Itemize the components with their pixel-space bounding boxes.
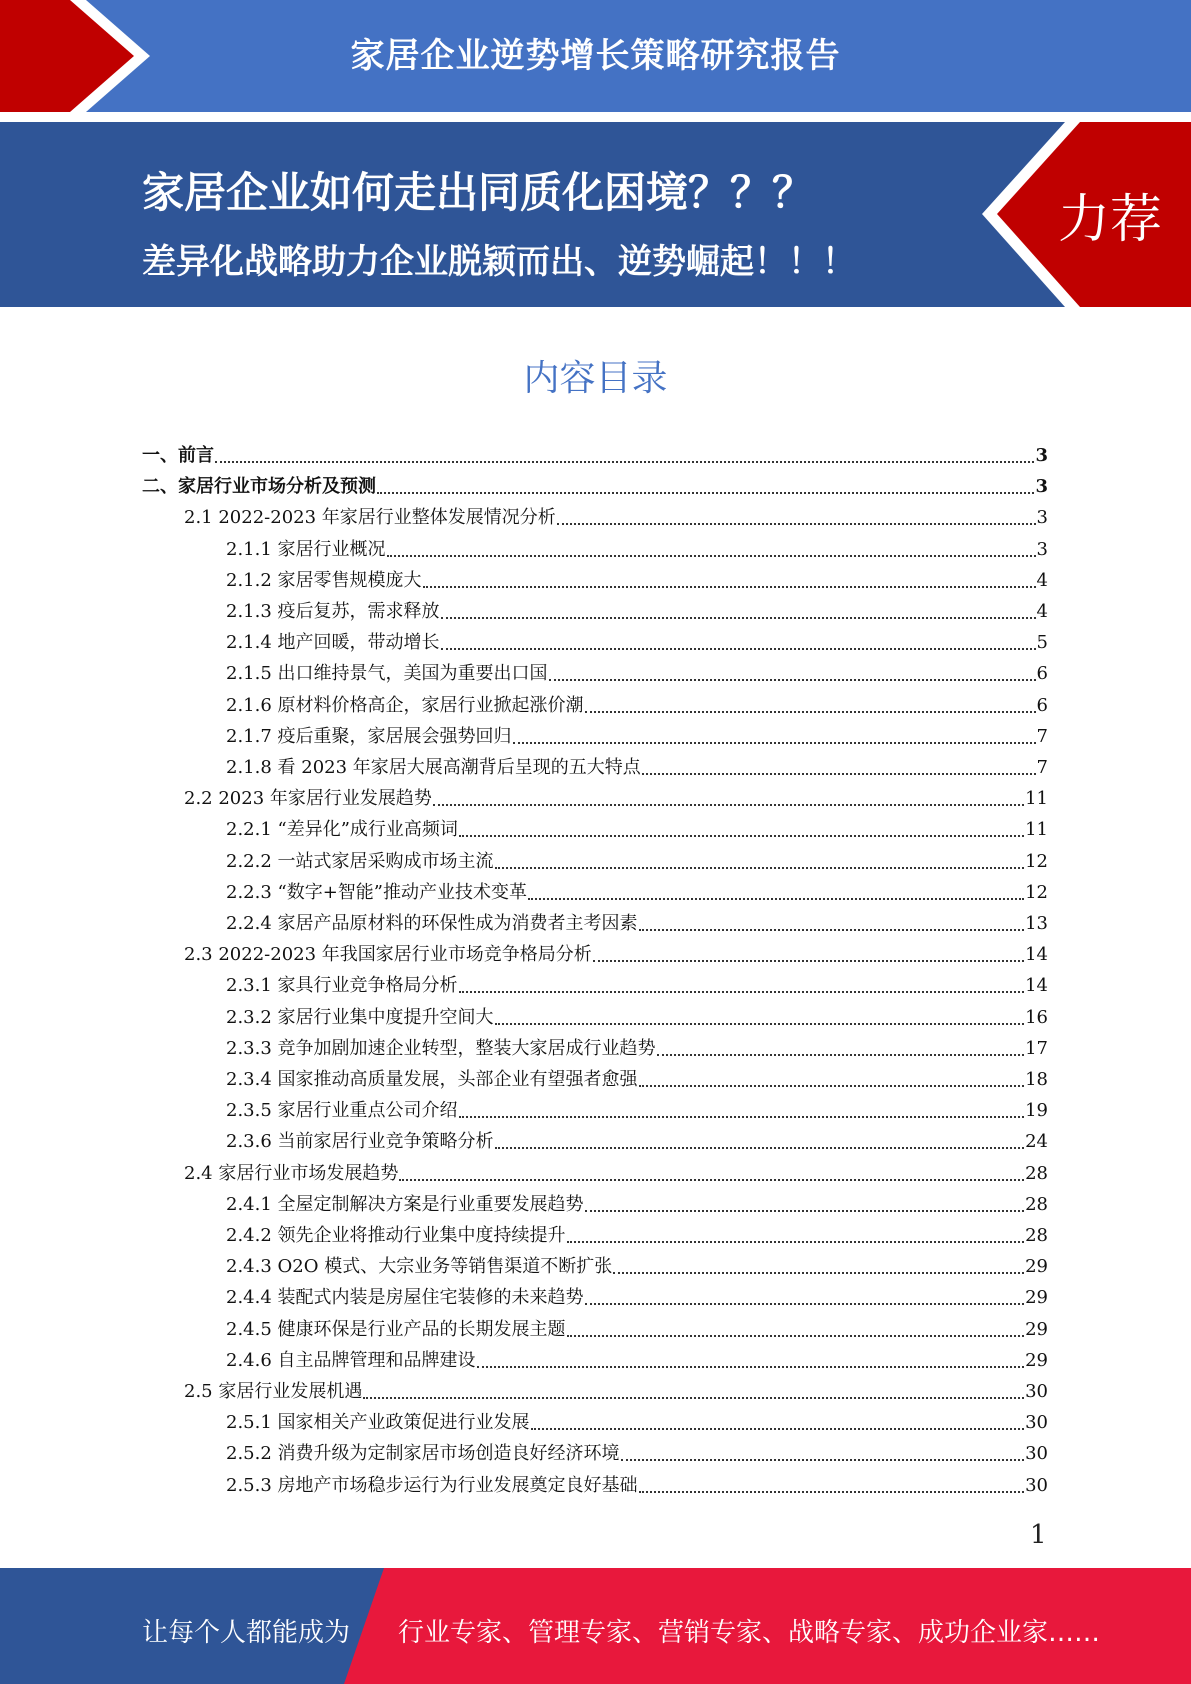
toc-entry[interactable]	[226, 842, 1048, 873]
toc-entry-label: 2.5.3 房地产市场稳步运行为行业发展奠定良好基础	[226, 1474, 638, 1496]
toc-entry-page: 11	[1025, 819, 1048, 841]
toc-dot-leader	[639, 1491, 1025, 1493]
toc-entry-label: 2.1.3 疫后复苏，需求释放	[226, 601, 440, 622]
toc-entry-label: 2.1.6 原材料价格高企，家居行业掀起涨价潮	[226, 694, 584, 716]
toc-entry[interactable]	[226, 1310, 1048, 1341]
toc-entry-page: 7	[1036, 725, 1048, 747]
toc-entry-label: 2.1.1 家居行业概况	[226, 538, 386, 560]
toc-dot-leader	[639, 929, 1025, 931]
toc-entry-page: 6	[1036, 663, 1048, 685]
hero-subheadline: 差异化战略助力企业脱颖而出、逆势崛起！！！	[142, 242, 856, 282]
toc-entry[interactable]	[184, 1372, 1048, 1403]
toc-dot-leader	[387, 555, 1036, 557]
toc-entry[interactable]	[226, 1403, 1048, 1434]
toc-entry-label: 2.3.2 家居行业集中度提升空间大	[226, 1006, 494, 1028]
toc-entry[interactable]	[142, 436, 1048, 467]
toc-entry-label: 2.1 2022-2023 年家居行业整体发展情况分析	[184, 507, 556, 529]
toc-dot-leader	[477, 1366, 1025, 1368]
toc-dot-leader	[621, 1459, 1025, 1461]
toc-entry[interactable]	[184, 779, 1048, 810]
toc-dot-leader	[613, 1272, 1024, 1274]
toc-entry-label: 2.3.1 家具行业竞争格局分析	[226, 975, 458, 997]
toc-entry-page: 3	[1036, 538, 1048, 560]
toc-dot-leader	[549, 679, 1036, 681]
toc-entry[interactable]	[226, 1341, 1048, 1372]
toc-entry[interactable]	[184, 935, 1048, 966]
toc-entry[interactable]	[226, 966, 1048, 997]
toc-entry-page: 30	[1025, 1443, 1048, 1465]
toc-entry-label: 2.4.1 全屋定制解决方案是行业重要发展趋势	[226, 1193, 584, 1215]
toc-entry-label: 2.3.3 竞争加剧加速企业转型，整装大家居成行业趋势	[226, 1037, 656, 1059]
toc-entry[interactable]	[226, 561, 1048, 592]
toc-entry[interactable]	[226, 530, 1048, 561]
toc-entry-page: 12	[1025, 850, 1048, 872]
toc-entry-label: 2.3.6 当前家居行业竞争策略分析	[226, 1131, 494, 1153]
toc-entry-page: 18	[1025, 1069, 1048, 1090]
toc-entry-page: 14	[1025, 944, 1048, 966]
toc-entry[interactable]	[226, 717, 1048, 748]
toc-dot-leader	[593, 960, 1024, 962]
toc-entry-label: 2.4.2 领先企业将推动行业集中度持续提升	[226, 1225, 566, 1246]
toc-entry-label: 2.2.1 “差异化”成行业高频词	[226, 819, 458, 841]
hero-headline: 家居企业如何走出同质化困境？？？	[142, 168, 815, 217]
toc-dot-leader	[531, 1428, 1025, 1430]
hero-banner	[0, 122, 1191, 307]
toc-entry-label: 2.1.4 地产回暖，带动增长	[226, 632, 440, 654]
toc-entry-label: 2.2.2 一站式家居采购成市场主流	[226, 850, 494, 872]
toc-entry[interactable]	[226, 1466, 1048, 1497]
toc-entry-page: 28	[1025, 1162, 1048, 1184]
recommend-badge: 力荐	[1058, 190, 1163, 250]
toc-entry-label: 2.3.4 国家推动高质量发展，头部企业有望强者愈强	[226, 1069, 638, 1090]
toc-dot-leader	[459, 1116, 1025, 1118]
toc-dot-leader	[567, 1241, 1025, 1243]
toc-dot-leader	[585, 711, 1036, 713]
toc-entry-page: 29	[1025, 1349, 1048, 1371]
toc-entry[interactable]	[226, 1247, 1048, 1278]
toc-entry-page: 30	[1025, 1412, 1048, 1434]
toc-entry[interactable]	[226, 873, 1048, 904]
toc-dot-leader	[495, 1023, 1025, 1025]
toc-entry-page: 4	[1036, 569, 1048, 591]
toc-entry-page: 16	[1025, 1006, 1048, 1028]
footer-banner	[0, 1568, 1191, 1684]
toc-dot-leader	[433, 804, 1024, 806]
toc-entry-label: 2.4.3 O2O 模式、大宗业务等销售渠道不断扩张	[226, 1256, 613, 1278]
toc-entry-page: 30	[1025, 1381, 1048, 1402]
toc-entry-page: 6	[1036, 694, 1048, 716]
toc-dot-leader	[459, 991, 1025, 993]
toc-entry-page: 17	[1025, 1037, 1048, 1059]
toc-dot-leader	[585, 1210, 1025, 1212]
toc-entry-page: 13	[1025, 913, 1048, 934]
toc-entry-page: 24	[1025, 1131, 1048, 1153]
footer-slogan-right: 行业专家、管理专家、营销专家、战略专家、成功企业家……	[398, 1618, 1101, 1648]
toc-entry[interactable]	[226, 904, 1048, 935]
toc-entry-page: 4	[1036, 601, 1048, 622]
toc-entry-label: 2.2.3 “数字+智能”推动产业技术变革	[226, 881, 528, 903]
toc-entry-label: 2.1.5 出口维持景气，美国为重要出口国	[226, 663, 548, 685]
toc-entry[interactable]	[226, 810, 1048, 841]
toc-entry-page: 29	[1025, 1256, 1048, 1278]
toc-entry[interactable]	[226, 623, 1048, 654]
toc-dot-leader	[459, 835, 1024, 837]
toc-entry-page: 7	[1036, 757, 1048, 778]
toc-dot-leader	[377, 492, 1034, 494]
toc-entry-label: 一、前言	[142, 445, 214, 466]
toc-entry-label: 2.2.4 家居产品原材料的环保性成为消费者主考因素	[226, 913, 638, 934]
report-title: 家居企业逆势增长策略研究报告	[350, 36, 841, 76]
toc-entry-page: 11	[1025, 788, 1048, 810]
toc-entry-label: 2.3 2022-2023 年我国家居行业市场竞争格局分析	[184, 944, 592, 966]
toc-entry[interactable]	[226, 1060, 1048, 1091]
toc-entry-label: 2.5.1 国家相关产业政策促进行业发展	[226, 1412, 530, 1434]
toc-entry-page: 3	[1035, 476, 1048, 498]
toc-entry-label: 2.1.7 疫后重聚，家居展会强势回归	[226, 725, 512, 747]
toc-entry-label: 2.4.5 健康环保是行业产品的长期发展主题	[226, 1318, 566, 1340]
toc-entry[interactable]	[226, 1216, 1048, 1247]
toc-entry-label: 2.5.2 消费升级为定制家居市场创造良好经济环境	[226, 1443, 620, 1465]
toc-dot-leader	[513, 742, 1036, 744]
toc-entry-page: 12	[1025, 881, 1048, 903]
toc-entry[interactable]	[184, 1154, 1048, 1185]
toc-entry-label: 二、家居行业市场分析及预测	[142, 476, 376, 498]
toc-entry-page: 28	[1025, 1225, 1048, 1246]
toc-entry[interactable]	[226, 1122, 1048, 1153]
toc-dot-leader	[657, 1054, 1025, 1056]
top-banner	[0, 0, 1191, 112]
toc-entry-page: 29	[1025, 1287, 1048, 1309]
toc-entry[interactable]	[226, 592, 1048, 623]
footer-slogan-left: 让每个人都能成为	[142, 1618, 351, 1648]
toc-entry-label: 2.4.4 装配式内装是房屋住宅装修的未来趋势	[226, 1287, 584, 1309]
toc-dot-leader	[639, 1085, 1025, 1087]
toc-dot-leader	[423, 586, 1036, 588]
toc-entry-page: 3	[1035, 445, 1048, 466]
toc-dot-leader	[363, 1397, 1024, 1399]
toc-entry-label: 2.1.8 看 2023 年家居大展高潮背后呈现的五大特点	[226, 757, 641, 778]
toc-dot-leader	[441, 648, 1036, 650]
page-number: 1	[1030, 1520, 1047, 1550]
toc-entry-page: 19	[1025, 1100, 1048, 1122]
toc-dot-leader	[642, 773, 1036, 775]
toc-entry[interactable]	[226, 998, 1048, 1029]
toc-entry-label: 2.4.6 自主品牌管理和品牌建设	[226, 1349, 476, 1371]
toc-entry[interactable]	[226, 1278, 1048, 1309]
toc-entry[interactable]	[142, 467, 1048, 498]
toc-dot-leader	[399, 1179, 1024, 1181]
toc-entry[interactable]	[226, 654, 1048, 685]
toc-entry-label: 2.4 家居行业市场发展趋势	[184, 1162, 399, 1184]
toc-entry-label: 2.2 2023 年家居行业发展趋势	[184, 788, 432, 810]
toc-entry[interactable]	[226, 1434, 1048, 1465]
toc-entry-label: 2.1.2 家居零售规模庞大	[226, 569, 422, 591]
toc-entry-page: 30	[1025, 1474, 1048, 1496]
toc-dot-leader	[557, 523, 1036, 525]
toc-entry-label: 2.5 家居行业发展机遇	[184, 1381, 363, 1402]
toc-entry[interactable]	[184, 498, 1048, 529]
toc-entry[interactable]	[226, 686, 1048, 717]
toc-dot-leader	[495, 867, 1025, 869]
toc-dot-leader	[585, 1303, 1025, 1305]
toc-entry[interactable]	[226, 748, 1048, 779]
toc-entry-page: 5	[1036, 632, 1048, 654]
toc-entry-page: 3	[1036, 507, 1048, 529]
toc-dot-leader	[441, 617, 1036, 619]
toc-entry-page: 14	[1025, 975, 1048, 997]
toc-entry-label: 2.3.5 家居行业重点公司介绍	[226, 1100, 458, 1122]
toc-entry[interactable]	[226, 1091, 1048, 1122]
toc-title: 内容目录	[523, 358, 668, 399]
toc-entry-page: 29	[1025, 1318, 1048, 1340]
toc-entry[interactable]	[226, 1029, 1048, 1060]
toc-entry-page: 28	[1025, 1193, 1048, 1215]
toc-dot-leader	[215, 461, 1034, 463]
toc-dot-leader	[495, 1147, 1025, 1149]
toc-dot-leader	[528, 898, 1024, 900]
toc-dot-leader	[567, 1335, 1025, 1337]
toc-entry[interactable]	[226, 1185, 1048, 1216]
